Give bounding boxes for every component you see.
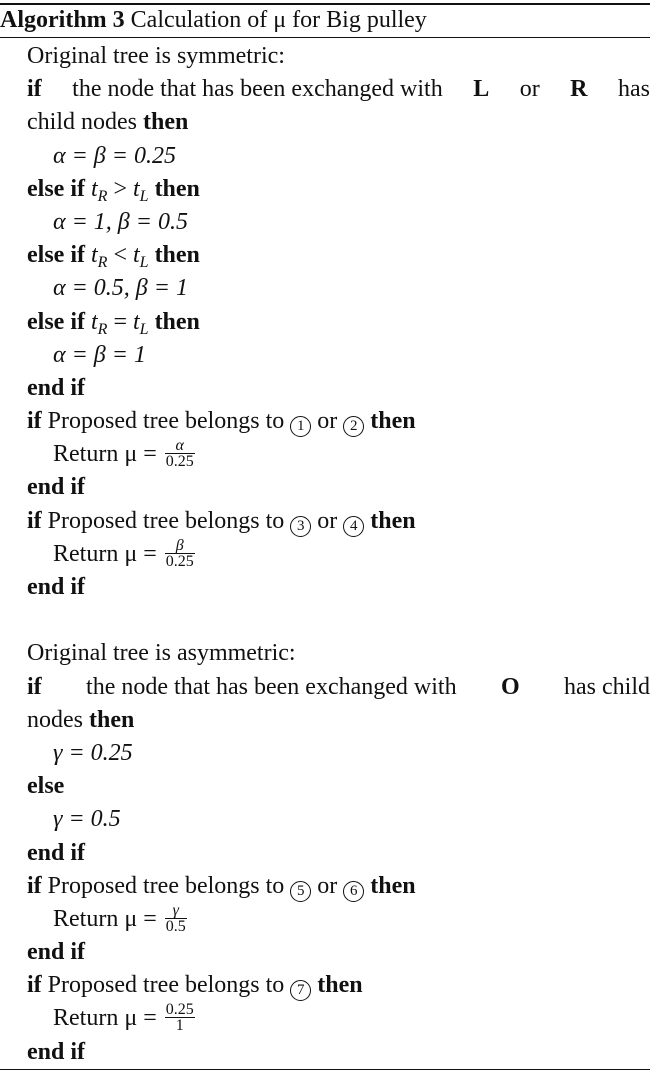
sym-if-has: has xyxy=(618,76,650,103)
sym-endif-2: end if xyxy=(27,474,86,501)
circled-3-icon: 3 xyxy=(290,516,311,537)
circled-5-icon: 5 xyxy=(290,881,311,902)
t-sub-L: L xyxy=(139,254,149,272)
t-sub-L: L xyxy=(139,320,149,338)
sym-then-1: then xyxy=(142,109,189,136)
symmetric-heading: Original tree is symmetric: xyxy=(27,43,285,69)
frac-den: 0.25 xyxy=(165,453,194,471)
circled-2-icon: 2 xyxy=(343,416,364,437)
asym-if-line2 xyxy=(0,704,650,737)
if-kw: if xyxy=(27,872,42,899)
frac-den: 0.5 xyxy=(165,917,186,935)
proposed-text: Proposed tree belongs to xyxy=(47,408,285,435)
asym-assign-2: γ = 0.5 xyxy=(53,806,121,833)
fraction-beta xyxy=(165,538,195,569)
sym-if-R: R xyxy=(570,76,588,103)
return-text: Return μ = xyxy=(53,905,157,932)
then-kw-3: then xyxy=(154,242,200,269)
sym-if-or: or xyxy=(519,76,540,103)
algorithm-body xyxy=(0,40,650,1069)
if-kw: if xyxy=(27,972,42,999)
algorithm-title: Calculation of μ for Big pulley xyxy=(130,7,427,33)
asym-then-1: then xyxy=(89,706,135,733)
frac-num: γ xyxy=(165,903,187,919)
asym-if-text: the node that has been exchanged with xyxy=(86,673,457,700)
if-kw: if xyxy=(27,408,42,435)
sym-child-nodes: child nodes xyxy=(27,109,137,136)
sym-if-proposed-1 xyxy=(0,405,650,438)
asymmetric-heading: Original tree is asymmetric: xyxy=(27,640,296,667)
then-kw-2: then xyxy=(154,175,200,202)
asym-else: else xyxy=(27,773,65,800)
or-text: or xyxy=(317,872,338,899)
sym-if-kw: if xyxy=(27,76,42,103)
asym-if-kw: if xyxy=(27,673,42,700)
sym-if-proposed-2 xyxy=(0,505,650,538)
proposed-text: Proposed tree belongs to xyxy=(47,872,285,899)
sym-elseif-1 xyxy=(0,173,650,206)
asym-if-O: O xyxy=(500,673,520,700)
elseif-kw-1: else if xyxy=(27,175,85,202)
or-text: or xyxy=(317,507,338,534)
asym-return-1 xyxy=(0,903,650,936)
sym-if-L: L xyxy=(473,76,490,103)
asym-if-line xyxy=(0,671,650,704)
asym-return-2 xyxy=(0,1002,650,1035)
then-kw-5: then xyxy=(370,408,416,435)
sym-assign-4: α = β = 1 xyxy=(53,341,146,368)
sym-assign-1: α = β = 0.25 xyxy=(53,142,176,169)
sym-endif-1: end if xyxy=(27,374,86,401)
gt-op: > xyxy=(113,175,133,202)
asym-nodes: nodes xyxy=(27,706,83,733)
circled-6-icon: 6 xyxy=(343,881,364,902)
sym-endif-3: end if xyxy=(27,574,86,600)
return-text: Return μ = xyxy=(53,441,157,468)
fraction-gamma xyxy=(165,903,187,934)
elseif-kw-3: else if xyxy=(27,308,85,335)
sym-if-line xyxy=(0,73,650,106)
return-text: Return μ = xyxy=(53,540,157,567)
t-var: t xyxy=(132,308,140,335)
frac-num: α xyxy=(165,438,195,454)
then-kw-6: then xyxy=(370,507,416,534)
algorithm-label: Algorithm 3 xyxy=(0,7,125,33)
sym-if-text: the node that has been exchanged with xyxy=(72,76,443,103)
t-var: t xyxy=(90,242,98,269)
asym-if-tail: has child xyxy=(564,673,650,700)
caption-rule xyxy=(0,37,650,38)
lt-op: < xyxy=(113,242,133,269)
asym-endif-2: end if xyxy=(27,939,86,966)
t-sub-L: L xyxy=(139,187,149,205)
sym-assign-2: α = 1, β = 0.5 xyxy=(53,208,188,235)
asym-if-proposed-1 xyxy=(0,870,650,903)
asym-assign-1: γ = 0.25 xyxy=(53,739,133,766)
bottom-rule xyxy=(0,1069,650,1070)
t-var: t xyxy=(90,175,98,202)
then-kw-4: then xyxy=(154,308,200,335)
sym-elseif-2 xyxy=(0,239,650,272)
return-text: Return μ = xyxy=(53,1005,157,1032)
sym-assign-3: α = 0.5, β = 1 xyxy=(53,275,188,302)
then-kw-8: then xyxy=(317,972,363,999)
algorithm-caption xyxy=(0,3,427,37)
or-text: or xyxy=(317,408,338,435)
circled-1-icon: 1 xyxy=(290,416,311,437)
proposed-text: Proposed tree belongs to xyxy=(47,972,285,999)
fraction-const xyxy=(165,1002,195,1033)
sym-return-2 xyxy=(0,538,650,571)
t-var: t xyxy=(132,175,140,202)
frac-num: β xyxy=(165,538,195,554)
sym-return-1 xyxy=(0,438,650,471)
proposed-text: Proposed tree belongs to xyxy=(47,507,285,534)
if-kw: if xyxy=(27,507,42,534)
fraction-alpha xyxy=(165,438,195,469)
sym-elseif-3 xyxy=(0,306,650,339)
circled-4-icon: 4 xyxy=(343,516,364,537)
asym-endif-3: end if xyxy=(27,1038,86,1065)
frac-num: 0.25 xyxy=(165,1001,194,1019)
sym-if-line2 xyxy=(0,106,650,139)
asym-if-proposed-2 xyxy=(0,969,650,1002)
t-sub-R: R xyxy=(97,254,108,272)
asym-endif-1: end if xyxy=(27,839,86,866)
frac-den: 1 xyxy=(175,1017,184,1035)
t-var: t xyxy=(132,242,140,269)
elseif-kw-2: else if xyxy=(27,242,85,269)
t-var: t xyxy=(90,308,98,335)
eq-op: = xyxy=(113,308,133,335)
section-gap xyxy=(0,604,650,637)
frac-den: 0.25 xyxy=(165,552,194,570)
then-kw-7: then xyxy=(370,872,416,899)
t-sub-R: R xyxy=(97,320,108,338)
circled-7-icon: 7 xyxy=(290,980,311,1001)
t-sub-R: R xyxy=(97,187,108,205)
